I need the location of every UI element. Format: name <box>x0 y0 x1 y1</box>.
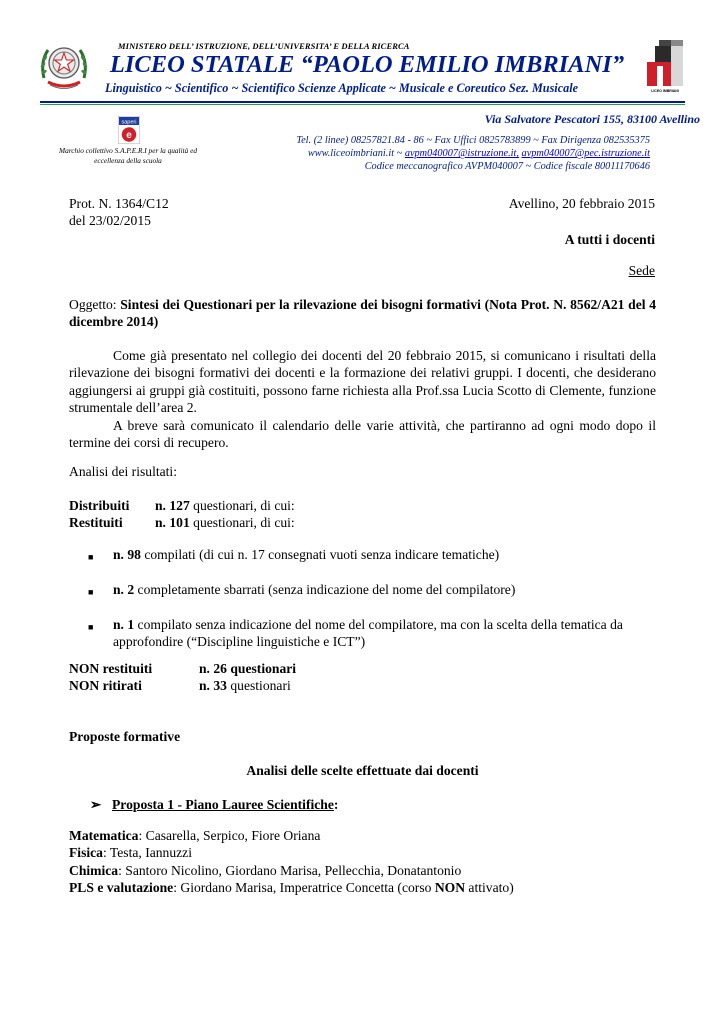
web-line <box>296 147 650 160</box>
subject-teachers: : Testa, Iannuzzi <box>102 845 192 861</box>
subject-row <box>69 827 514 844</box>
subject-groups <box>69 827 514 897</box>
returned-breakdown-list <box>88 546 663 665</box>
saperi-logo-text: saperi <box>121 119 137 126</box>
stats-row-returned <box>69 514 295 531</box>
subject-label: Chimica <box>69 862 119 878</box>
analysis-heading: Analisi dei risultati: <box>69 464 177 479</box>
website-text: www.liceoimbriani.it <box>307 148 395 160</box>
stats-value: n. 26 questionari <box>199 661 297 676</box>
subject-row <box>69 879 514 896</box>
saperi-caption: Marchio collettivo S.A.P.E.R.I per la qualità ed eccellenza della scuola <box>58 146 197 165</box>
stats-label: NON ritirati <box>69 678 142 694</box>
subject-teachers: : Santoro Nicolino, Giordano Marisa, Pellecchia, Donatantonio <box>118 862 462 878</box>
header-divider <box>40 101 685 103</box>
calendar-paragraph: A breve sarà comunicato il calendario delle varie attività, che partiranno ad ogni modo dopo il termine dei corsi di recupero. <box>69 417 656 451</box>
subject-label: Oggetto: <box>69 297 121 312</box>
subject-text: Sintesi dei Questionari per la rilevazione dei bisogni formativi (Nota Prot. N. 8562/A21 del 4 dicembre 2014) <box>69 297 656 330</box>
proposal-1-heading <box>90 796 338 813</box>
choices-analysis-title: Analisi delle scelte effettuate dai docenti <box>246 763 479 778</box>
item-text: compilato senza indicazione del nome del compilatore, ma con la scelta della tematica da approfondire (“Discipline linguistiche e ICT”) <box>113 616 623 649</box>
phone-line: Tel. (2 linee) 08257821.84 - 86 ~ Fax Uffici 0825783899 ~ Fax Dirigenza 082535375 <box>296 135 650 146</box>
stats-count: n. 101 <box>155 515 190 531</box>
ministry-heading: MINISTERO DELL’ ISTRUZIONE, DELL’UNIVERSITA’ E DELLA RICERCA <box>118 41 410 51</box>
codes-line: Codice meccanografico AVPM040007 ~ Codice fiscale 80011170646 <box>364 161 650 173</box>
subject-teachers: : Casarella, Serpico, Fiore Oriana <box>138 828 321 843</box>
proposal-1-title: Proposta 1 - Piano Lauree Scientifiche <box>112 797 334 812</box>
school-address: Via Salvatore Pescatori 155, 83100 Avellino <box>484 112 700 126</box>
subject-row <box>69 862 514 879</box>
subject-row <box>69 844 514 861</box>
subject-teachers: : Giordano Marisa, Imperatrice Concetta (corso <box>173 880 435 896</box>
school-logo-icon <box>645 40 685 96</box>
stats-count: n. 33 <box>199 678 227 694</box>
square-bullet-icon: ■ <box>88 621 94 632</box>
stats-label: Distribuiti <box>69 498 130 513</box>
republic-emblem-icon <box>38 38 90 94</box>
proposals-heading: Proposte formative <box>69 729 181 744</box>
recipient: A tutti i docenti <box>564 232 655 247</box>
stats-text: questionari, di cui: <box>189 498 295 513</box>
proposal-1-colon: : <box>333 797 339 812</box>
saperi-logo-icon <box>118 116 140 144</box>
stats-row-not-collected <box>69 677 296 694</box>
school-tagline: Linguistico ~ Scientifico ~ Scientifico Scienze Applicate ~ Musicale e Coreutico Sez. Musicale <box>105 81 578 95</box>
questionnaire-stats <box>69 497 295 532</box>
stats-text: questionari <box>226 678 291 694</box>
item-text: completamente sbarrati (senza indicazione del nome del compilatore) <box>134 581 516 597</box>
subject-label: Matematica <box>69 828 139 843</box>
intro-paragraphs <box>69 347 656 451</box>
square-bullet-icon: ■ <box>88 586 94 597</box>
list-item <box>88 616 663 651</box>
protocol-date: del 23/02/2015 <box>69 213 151 229</box>
item-count: n. 98 <box>113 547 141 562</box>
item-count: n. 1 <box>113 616 135 632</box>
header-divider-green <box>40 104 685 105</box>
square-bullet-icon: ■ <box>88 552 94 562</box>
subject-note: attivato) <box>465 880 514 896</box>
contact-block <box>296 134 650 174</box>
stats-count: n. 127 <box>155 498 190 513</box>
protocol-number: Prot. N. 1364/C12 <box>69 196 169 211</box>
list-item <box>88 546 663 566</box>
place-date: Avellino, 20 febbraio 2015 <box>508 196 655 211</box>
not-activated-flag: NON <box>434 880 466 896</box>
pec-email-link[interactable]: avpm040007@pec.istruzione.it <box>521 148 650 160</box>
arrowhead-bullet-icon: ➢ <box>90 797 102 812</box>
subject-label: Fisica <box>69 845 103 861</box>
email-link[interactable]: avpm040007@istruzione.it, <box>404 148 519 160</box>
subject-label: PLS e valutazione <box>69 880 174 896</box>
svg-text:e: e <box>126 130 132 141</box>
protocol-block <box>69 195 169 230</box>
stats-label: NON restituiti <box>69 661 153 676</box>
item-text: compilati (di cui n. 17 consegnati vuoti senza indicare tematiche) <box>140 547 500 562</box>
school-name: LICEO STATALE “PAOLO EMILIO IMBRIANI” <box>109 51 625 78</box>
item-count: n. 2 <box>113 581 135 597</box>
list-item <box>88 581 663 601</box>
intro-paragraph: Come già presentato nel collegio dei docenti del 20 febbraio 2015, si comunicano i risultati della rilevazione dei bisogni formativi dei docenti e la formazione dei relativi gruppi. I docenti, che desiderano aggiungersi ai gruppi già costituiti, possono farne richiesta alla Prof.ssa Lucia Scotto di Clemente, funzione strumentale dell’area 2. <box>69 348 656 416</box>
stats-text: questionari, di cui: <box>189 515 295 531</box>
sede-label: Sede <box>628 263 655 278</box>
subject-line <box>69 296 656 331</box>
stats-label: Restituiti <box>69 515 123 531</box>
stats-row-distributed <box>69 497 295 514</box>
not-returned-stats <box>69 660 296 695</box>
email-separator: ~ <box>396 148 403 160</box>
logo-caption: LICEO IMBRIANI <box>651 89 679 93</box>
stats-row-not-returned <box>69 660 296 677</box>
